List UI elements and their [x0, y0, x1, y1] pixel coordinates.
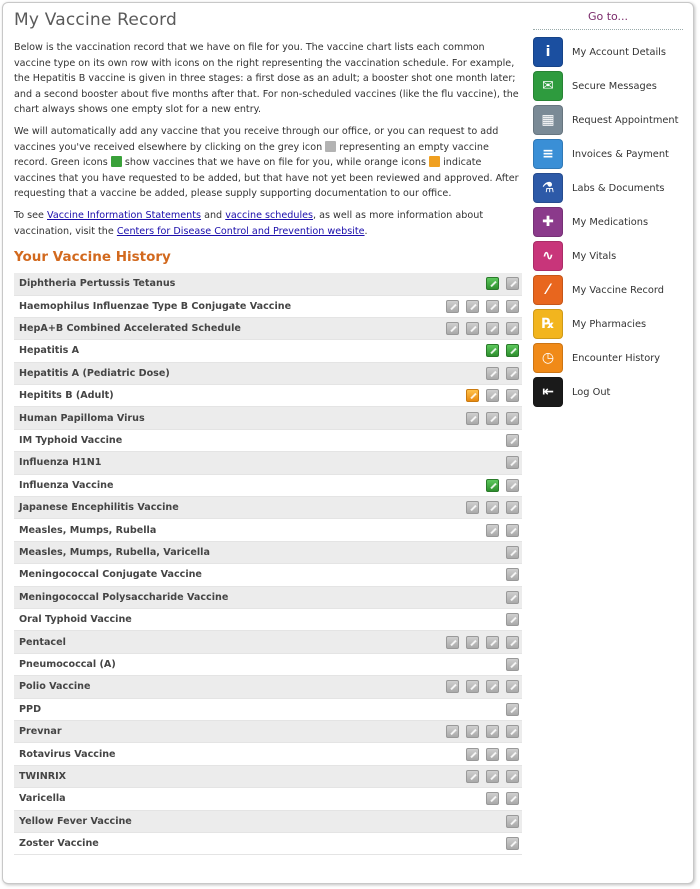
vaccine-slots [405, 497, 522, 519]
vaccine-name: Measles, Mumps, Rubella [14, 519, 405, 541]
vaccine-name: Prevnar [14, 720, 405, 742]
table-row [14, 720, 522, 742]
table-row [14, 429, 522, 451]
table-row [14, 788, 522, 810]
green-slot-icon [111, 156, 122, 167]
vaccine-name: Varicella [14, 788, 405, 810]
green-vaccine-slot-icon [486, 344, 499, 357]
mortar-icon: ℞ [533, 309, 563, 339]
vaccine-name: Polio Vaccine [14, 676, 405, 698]
sidebar-item-label: Invoices & Payment [572, 148, 669, 160]
goto-heading: Go to... [533, 10, 683, 30]
vaccine-name: PPD [14, 698, 405, 720]
grey-vaccine-slot-icon[interactable] [506, 770, 519, 783]
table-row [14, 698, 522, 720]
vaccine-name: Influenza Vaccine [14, 474, 405, 496]
vaccine-name: Pneumococcal (A) [14, 653, 405, 675]
grey-vaccine-slot-icon[interactable] [466, 412, 479, 425]
intro-text-segment: . [364, 225, 368, 237]
sidebar-item-label: Labs & Documents [572, 182, 665, 194]
vaccine-slots [405, 720, 522, 742]
sidebar-item-labs-documents[interactable] [533, 172, 683, 204]
table-row [14, 362, 522, 384]
grey-vaccine-slot-icon[interactable] [486, 792, 499, 805]
table-row [14, 608, 522, 630]
sidebar-item-my-pharmacies[interactable] [533, 308, 683, 340]
vaccine-name: Haemophilus Influenzae Type B Conjugate Vaccine [14, 295, 405, 317]
table-row [14, 407, 522, 429]
sidebar-item-my-account-details[interactable] [533, 36, 683, 68]
grey-vaccine-slot-icon[interactable] [486, 412, 499, 425]
grey-vaccine-slot-icon[interactable] [506, 300, 519, 313]
vaccine-name: Human Papilloma Virus [14, 407, 405, 429]
intro-text [14, 40, 522, 239]
intro-paragraph-1: Below is the vaccination record that we have on file for you. The vaccine chart lists each common vaccine type on its own row with icons on the right representing the vaccination schedule. For example, the Hepatitis B vaccine is given in three stages: a first dose as an adult; a booster shot one month later; and a second booster about five months after that. For non-scheduled vaccines (like the flu vaccine), the chart always shows one empty slot for a new entry. [14, 42, 519, 116]
table-row [14, 631, 522, 653]
table-row [14, 452, 522, 474]
vaccine-slots [405, 452, 522, 474]
table-row [14, 676, 522, 698]
vaccine-name: Zoster Vaccine [14, 832, 405, 854]
vaccine-slots [405, 586, 522, 608]
table-row [14, 340, 522, 362]
grey-vaccine-slot-icon[interactable] [506, 524, 519, 537]
orange-vaccine-slot-icon [466, 389, 479, 402]
table-row [14, 810, 522, 832]
intro-text-segment: and [204, 209, 223, 221]
vaccine-slots [405, 429, 522, 451]
vaccine-information-statements-link[interactable]: Vaccine Information Statements [47, 209, 202, 221]
grey-vaccine-slot-icon[interactable] [486, 367, 499, 380]
invoice-icon: ≡ [533, 139, 563, 169]
grey-vaccine-slot-icon[interactable] [486, 770, 499, 783]
green-vaccine-slot-icon [506, 344, 519, 357]
syringe-icon: ⁄ [533, 275, 563, 305]
vaccine-slots [405, 273, 522, 295]
vaccine-name: HepA+B Combined Accelerated Schedule [14, 317, 405, 339]
intro-paragraph-2 [14, 124, 522, 202]
grey-vaccine-slot-icon[interactable] [466, 300, 479, 313]
vaccine-name: Oral Typhoid Vaccine [14, 608, 405, 630]
table-row [14, 385, 522, 407]
grey-vaccine-slot-icon[interactable] [446, 636, 459, 649]
grey-vaccine-slot-icon[interactable] [486, 501, 499, 514]
table-row [14, 519, 522, 541]
vaccine-slots [405, 653, 522, 675]
grey-vaccine-slot-icon[interactable] [486, 300, 499, 313]
grey-vaccine-slot-icon[interactable] [506, 546, 519, 559]
grey-vaccine-slot-icon[interactable] [446, 725, 459, 738]
grey-vaccine-slot-icon[interactable] [486, 680, 499, 693]
main-content [14, 10, 522, 855]
grey-vaccine-slot-icon[interactable] [466, 636, 479, 649]
vaccine-name: Rotavirus Vaccine [14, 743, 405, 765]
intro-text-segment: We will automatically add any vaccine that you receive through our office, or you can request to add vaccines you've received elsewhere by clicking on the grey icon [14, 125, 499, 153]
account-info-icon: i [533, 37, 563, 67]
sidebar-item-log-out[interactable] [533, 376, 683, 408]
vaccine-name: TWINRIX [14, 765, 405, 787]
grey-vaccine-slot-icon[interactable] [506, 792, 519, 805]
sidebar-item-label: My Vaccine Record [572, 284, 665, 296]
table-row [14, 273, 522, 295]
vaccine-slots [405, 317, 522, 339]
sidebar-item-label: My Medications [572, 216, 649, 228]
vaccine-name: Meningococcal Polysaccharide Vaccine [14, 586, 405, 608]
vaccine-slots [405, 765, 522, 787]
vaccine-name: Japanese Encephilitis Vaccine [14, 497, 405, 519]
table-row [14, 564, 522, 586]
vaccine-slots [405, 541, 522, 563]
vaccine-slots [405, 385, 522, 407]
sidebar-item-my-vitals[interactable] [533, 240, 683, 272]
intro-text-segment: indicate vaccines that you have requested to be added, but that have not yet been reviewed and approved. After requesting that a vaccine be added, please supply supporting documentation to our office. [14, 157, 519, 200]
sidebar-item-label: Log Out [572, 386, 611, 398]
vaccine-slots [405, 743, 522, 765]
vaccine-slots [405, 810, 522, 832]
grey-vaccine-slot-icon[interactable] [486, 389, 499, 402]
table-row [14, 541, 522, 563]
table-row [14, 586, 522, 608]
intro-text-segment: , as well as more information about vaccination, visit the [14, 209, 484, 237]
vaccine-name: Influenza H1N1 [14, 452, 405, 474]
grey-vaccine-slot-icon[interactable] [506, 479, 519, 492]
vaccine-slots [405, 295, 522, 317]
vaccine-name: Pentacel [14, 631, 405, 653]
grey-vaccine-slot-icon[interactable] [486, 524, 499, 537]
cdc-website-link[interactable]: Centers for Disease Control and Prevention website [116, 225, 365, 237]
envelope-icon: ✉ [533, 71, 563, 101]
grey-vaccine-slot-icon[interactable] [446, 680, 459, 693]
grey-vaccine-slot-icon[interactable] [486, 636, 499, 649]
sidebar-item-label: My Pharmacies [572, 318, 647, 330]
vaccine-name: Hepatitis A [14, 340, 405, 362]
grey-vaccine-slot-icon[interactable] [506, 703, 519, 716]
grey-slot-icon [325, 141, 336, 152]
intro-text-segment: show vaccines that we have on file for you, while orange icons [124, 157, 426, 169]
grey-vaccine-slot-icon[interactable] [506, 680, 519, 693]
sidebar-item-label: Encounter History [572, 352, 661, 364]
sidebar-item-label: My Account Details [572, 46, 666, 58]
green-vaccine-slot-icon [486, 277, 499, 290]
grey-vaccine-slot-icon[interactable] [506, 412, 519, 425]
vaccine-slots [405, 788, 522, 810]
vaccine-slots [405, 564, 522, 586]
orange-slot-icon [429, 156, 440, 167]
grey-vaccine-slot-icon[interactable] [446, 322, 459, 335]
sidebar-item-invoices-payment[interactable] [533, 138, 683, 170]
grey-vaccine-slot-icon[interactable] [506, 837, 519, 850]
pill-icon: ✚ [533, 207, 563, 237]
grey-vaccine-slot-icon[interactable] [506, 636, 519, 649]
grey-vaccine-slot-icon[interactable] [506, 591, 519, 604]
table-row [14, 295, 522, 317]
green-vaccine-slot-icon [486, 479, 499, 492]
sidebar-item-label: Secure Messages [572, 80, 657, 92]
vaccine-slots [405, 698, 522, 720]
heartbeat-icon: ∿ [533, 241, 563, 271]
grey-vaccine-slot-icon[interactable] [466, 322, 479, 335]
grey-vaccine-slot-icon[interactable] [446, 300, 459, 313]
grey-vaccine-slot-icon[interactable] [486, 748, 499, 761]
grey-vaccine-slot-icon[interactable] [466, 725, 479, 738]
vaccine-name: Yellow Fever Vaccine [14, 810, 405, 832]
table-row [14, 765, 522, 787]
table-row [14, 832, 522, 854]
vaccine-slots [405, 631, 522, 653]
microscope-icon: ⚗ [533, 173, 563, 203]
sidebar-item-request-appointment[interactable] [533, 104, 683, 136]
intro-text-segment: representing an empty vaccine record. Green icons [14, 141, 489, 169]
vaccine-slots [405, 519, 522, 541]
grey-vaccine-slot-icon[interactable] [506, 725, 519, 738]
grey-vaccine-slot-icon[interactable] [506, 389, 519, 402]
grey-vaccine-slot-icon[interactable] [506, 322, 519, 335]
grey-vaccine-slot-icon[interactable] [506, 613, 519, 626]
sidebar-item-my-medications[interactable] [533, 206, 683, 238]
grey-vaccine-slot-icon[interactable] [486, 725, 499, 738]
vaccine-name: Meningococcal Conjugate Vaccine [14, 564, 405, 586]
vaccine-schedules-link[interactable]: vaccine schedules [225, 209, 314, 221]
sidebar-item-label: My Vitals [572, 250, 617, 262]
grey-vaccine-slot-icon[interactable] [466, 770, 479, 783]
grey-vaccine-slot-icon[interactable] [506, 748, 519, 761]
vaccine-history-table [14, 273, 522, 855]
vaccine-slots [405, 608, 522, 630]
vaccine-slots [405, 676, 522, 698]
sidebar-item-secure-messages[interactable] [533, 70, 683, 102]
vaccine-name: Hepitits B (Adult) [14, 385, 405, 407]
grey-vaccine-slot-icon[interactable] [506, 456, 519, 469]
vaccine-history-title: Your Vaccine History [14, 249, 171, 266]
page-frame [2, 2, 694, 884]
table-row [14, 317, 522, 339]
grey-vaccine-slot-icon[interactable] [506, 434, 519, 447]
grey-vaccine-slot-icon[interactable] [486, 322, 499, 335]
grey-vaccine-slot-icon[interactable] [466, 748, 479, 761]
vaccine-name: Hepatitis A (Pediatric Dose) [14, 362, 405, 384]
table-row [14, 474, 522, 496]
sidebar-item-label: Request Appointment [572, 114, 679, 126]
grey-vaccine-slot-icon[interactable] [506, 658, 519, 671]
grey-vaccine-slot-icon[interactable] [506, 501, 519, 514]
grey-vaccine-slot-icon[interactable] [506, 367, 519, 380]
grey-vaccine-slot-icon[interactable] [506, 277, 519, 290]
intro-text-segment: To see [14, 209, 44, 221]
vaccine-slots [405, 474, 522, 496]
logout-icon: ⇤ [533, 377, 563, 407]
calendar-icon: ▦ [533, 105, 563, 135]
table-row [14, 743, 522, 765]
sidebar-item-my-vaccine-record[interactable] [533, 274, 683, 306]
sidebar-nav [533, 10, 683, 410]
vaccine-slots [405, 340, 522, 362]
history-clock-icon: ◷ [533, 343, 563, 373]
intro-paragraph-3 [14, 208, 522, 239]
sidebar-item-encounter-history[interactable] [533, 342, 683, 374]
grey-vaccine-slot-icon[interactable] [466, 501, 479, 514]
grey-vaccine-slot-icon[interactable] [506, 568, 519, 581]
table-row [14, 497, 522, 519]
nav-list [533, 36, 683, 408]
table-row [14, 653, 522, 675]
grey-vaccine-slot-icon[interactable] [466, 680, 479, 693]
vaccine-name: IM Typhoid Vaccine [14, 429, 405, 451]
page-title: My Vaccine Record [14, 10, 178, 30]
vaccine-slots [405, 362, 522, 384]
vaccine-name: Diphtheria Pertussis Tetanus [14, 273, 405, 295]
vaccine-slots [405, 407, 522, 429]
vaccine-slots [405, 832, 522, 854]
vaccine-name: Measles, Mumps, Rubella, Varicella [14, 541, 405, 563]
grey-vaccine-slot-icon[interactable] [506, 815, 519, 828]
